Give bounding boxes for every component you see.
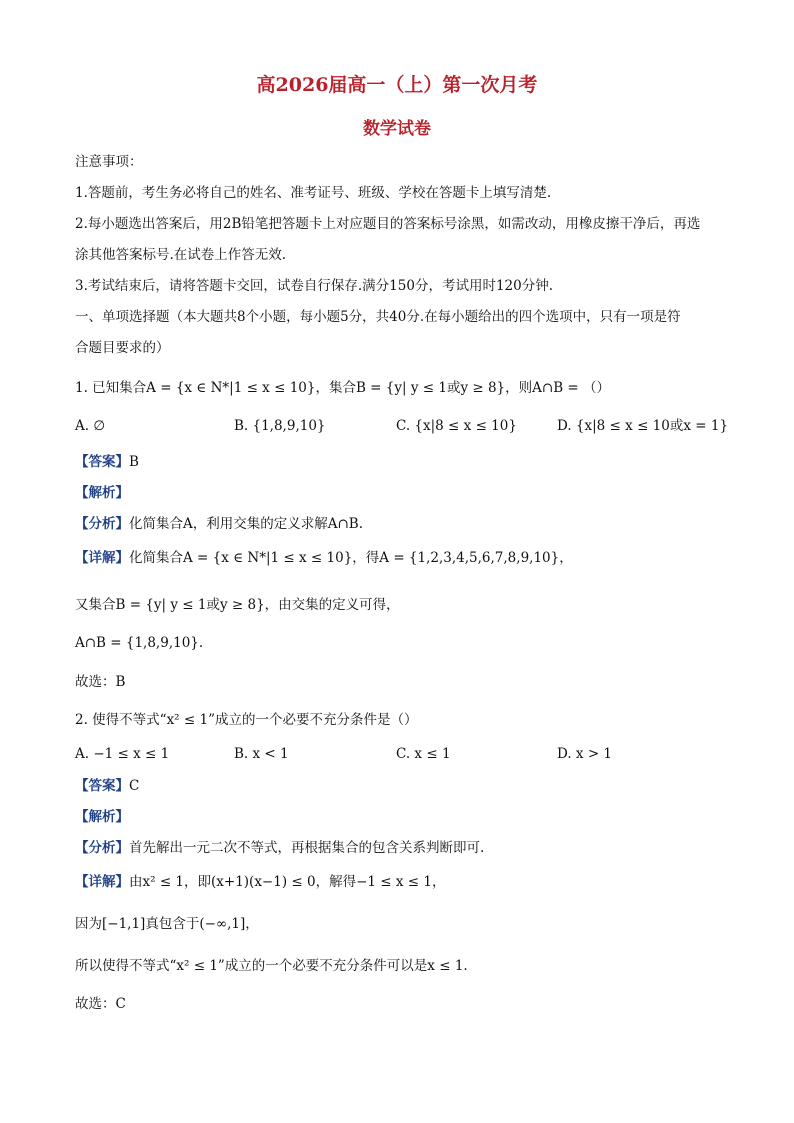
note-2-line-2: 涂其他答案标号.在试卷上作答无效.: [75, 247, 287, 263]
xiangjie-tag: 【详解】: [75, 550, 129, 566]
fenxi-tag: 【分析】: [75, 840, 129, 856]
q1-option-d: D. {x|8 ≤ x ≤ 10或x = 1}: [557, 418, 729, 434]
q2-answer: C: [129, 778, 140, 794]
q1-option-a: A. ∅: [75, 418, 106, 434]
q2-option-c: C. x ≤ 1: [396, 746, 451, 762]
answer-tag: 【答案】: [75, 454, 129, 470]
q2-choice: 故选：C: [75, 996, 126, 1012]
q2-analysis-line: [75, 807, 129, 827]
xiangjie-tag: 【详解】: [75, 874, 129, 890]
exam-title: 高2026届高一（上）第一次月考: [256, 74, 538, 96]
note-2-line-1: 2.每小题选出答案后，用2B铅笔把答题卡上对应题目的答案标号涂黑，如需改动，用橡皮擦干净后，再选: [75, 216, 701, 232]
q1-xiangjie: 化简集合A = {x ∈ N*|1 ≤ x ≤ 10}，得A = {1,2,3,4,5,6,7,8,9,10}，: [129, 550, 573, 566]
q2-option-d: D. x > 1: [557, 746, 613, 762]
q2-xiangjie-line: [75, 872, 445, 892]
q1-fenxi-line: [75, 514, 363, 534]
q1-answer: B: [129, 454, 139, 470]
q2-xiangjie: 由x² ≤ 1，即(x+1)(x−1) ≤ 0，解得−1 ≤ x ≤ 1，: [129, 874, 446, 890]
q2-detail-line-3: 所以使得不等式“x² ≤ 1”成立的一个必要不充分条件可以是x ≤ 1.: [75, 958, 468, 974]
q1-option-b: B. {1,8,9,10}: [234, 418, 326, 434]
q1-detail-line-2: 又集合B = {y| y ≤ 1或y ≥ 8}，由交集的定义可得，: [75, 597, 400, 613]
note-3: 3.考试结束后，请将答题卡交回，试卷自行保存.满分150分，考试用时120分钟.: [75, 278, 553, 294]
section-1-line-2: 合题目要求的）: [75, 340, 170, 356]
analysis-tag: 【解析】: [75, 485, 129, 501]
section-1-line-1: 一、单项选择题（本大题共8个小题，每小题5分，共40分.在每小题给出的四个选项中，只有一项是符: [75, 309, 681, 325]
fenxi-tag: 【分析】: [75, 516, 129, 532]
q2-option-b: B. x < 1: [234, 746, 289, 762]
q1-answer-line: [75, 452, 139, 472]
answer-tag: 【答案】: [75, 778, 129, 794]
notes-heading: 注意事项：: [75, 154, 143, 170]
q1-analysis-line: [75, 483, 129, 503]
exam-subtitle: 数学试卷: [363, 119, 431, 139]
q2-stem: 2. 使得不等式“x² ≤ 1”成立的一个必要不充分条件是（）: [75, 712, 418, 728]
q1-choice: 故选：B: [75, 674, 126, 690]
q2-answer-line: [75, 776, 139, 796]
q2-option-a: A. −1 ≤ x ≤ 1: [75, 746, 170, 762]
analysis-tag: 【解析】: [75, 809, 129, 825]
q1-option-c: C. {x|8 ≤ x ≤ 10}: [396, 418, 517, 434]
q1-fenxi: 化简集合A，利用交集的定义求解A∩B.: [129, 516, 364, 532]
q1-xiangjie-line: [75, 548, 573, 568]
q1-stem: 1. 已知集合A = {x ∈ N*|1 ≤ x ≤ 10}，集合B = {y| y ≤ 1或y ≥ 8}，则A∩B = （）: [75, 380, 611, 396]
q2-fenxi: 首先解出一元二次不等式，再根据集合的包含关系判断即可.: [129, 840, 485, 856]
q2-detail-line-2: 因为[−1,1]真包含于(−∞,1]，: [75, 916, 259, 932]
q1-detail-line-3: A∩B = {1,8,9,10}.: [75, 635, 204, 651]
note-1: 1.答题前，考生务必将自己的姓名、准考证号、班级、学校在答题卡上填写清楚.: [75, 185, 552, 201]
q2-fenxi-line: [75, 838, 484, 858]
